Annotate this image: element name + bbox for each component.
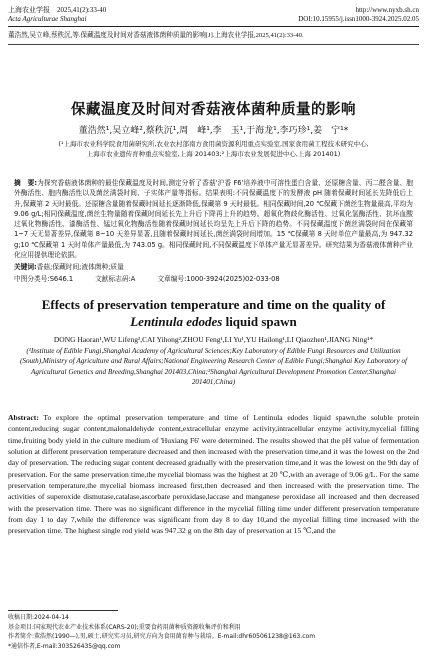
footnote-corresponding: *通信作者,E-mail:303526435@qq.com xyxy=(8,642,121,650)
english-abstract xyxy=(8,412,419,537)
chinese-keywords xyxy=(14,262,413,272)
journal-name-en: Acta Agriculturae Shanghai xyxy=(8,15,87,23)
english-title-line-1: Effects of preservation temperature and time on the quality of xyxy=(41,297,386,312)
footnotes xyxy=(8,613,419,651)
english-title-species: Lentinula edodes xyxy=(130,314,223,329)
journal-website[interactable]: http://www.nyxb.sh.cn xyxy=(355,6,419,14)
article-number: 文章编号:1000-3924(2025)02-033-08 xyxy=(157,275,280,283)
footnote-funding: 基金项目:国家现代农业产业技术体系(CARS-20);重要食药用菌种质资源收集评价和利用 xyxy=(8,623,241,631)
classification-info xyxy=(14,274,413,284)
chinese-affiliation xyxy=(22,140,405,159)
chinese-abstract-label: 摘 要: xyxy=(14,179,38,187)
english-title-tail: liquid spawn xyxy=(225,314,297,329)
doi[interactable]: DOI:10.15955/j.issn1000-3924.2025.02.05 xyxy=(298,15,419,23)
citation-rule xyxy=(8,44,419,45)
footnote-author-bio: 作者简介:董浩然(1990—),男,硕士,研究实习员,研究方向为食用菌育种与栽培。E-mail:dhr605061238@163.com xyxy=(8,633,316,640)
journal-name-cn: 上海农业学报 2025,41(2):33-40 xyxy=(8,6,107,14)
footnote-received: 收稿日期:2024-04-14 xyxy=(8,614,69,621)
citation-line: 董浩然,吴立峰,蔡秩沉,等.保藏温度及时间对香菇液体菌种质量的影响[J].上海农业学报,2025,41(2):33-40. xyxy=(8,32,304,39)
clc-number: 中图分类号:S646.1 xyxy=(14,275,74,283)
chinese-keywords-text: 香菇;保藏时间;液体菌种;质量 xyxy=(36,263,124,271)
chinese-title: 保藏温度及时间对香菇液体菌种质量的影响 xyxy=(71,102,356,118)
footnote-rule xyxy=(8,610,118,611)
english-abstract-text: To explore the optimal preservation temperature and time of Lentinula edodes liquid spawn,the soluble protein content,reducing sugar content,malonaldehyde content,extracellular enzyme activity,intracellular enzyme activity,mycelial filling time,fruiting body yield in the culture medium of 'Huxiang F6' were determined. The results showed that the pH value of fermentation solution at different preservation temperature decreased and then increased with the preservation time,and it was the lowest on the 2nd day of preservation. The reducing sugar content decreased gradually with the preservation time,and it was the lowest on the 9th day of preservation. For the same preservation time,the mycelial biomass was the highest at 20 ℃,with an average of 9.06 g/L. For the same preservation temperature,the mycelial biomass increased first,then decreased and then increased with the preservation time. The activities of superoxide dismutase,catalase,ascorbate peroxidase,laccase and manganese peroxidase all increased and then decreased with the preservation time. There was no significant difference in the mycelial filling time under different preservation temperature from day 1 to day 7,while the difference was significant from day 8 to day 10,and the mycelial filling time increased with the preservation time. The highest single rod yield was 947.32 g on the 8th day of preservation at 15 ℃,and the xyxy=(8,413,419,536)
header-rule xyxy=(8,26,419,27)
document-code: 文献标志码:A xyxy=(95,275,136,283)
english-title xyxy=(0,296,427,330)
chinese-affiliation-line-1: (¹上海市农业科学院食用菌研究所,农业农村部南方食用菌资源利用重点实验室,国家食用菌工程技术研究中心, xyxy=(58,140,369,148)
english-authors: DONG Haoran¹,WU Lifeng²,CAI Yihong²,ZHOU Feng¹,LI Yu¹,YU Hailong¹,LI Qiaozhen¹,JIANG Ning¹* xyxy=(53,335,374,344)
chinese-abstract xyxy=(14,178,413,260)
chinese-authors: 董浩然¹,吴立峰²,蔡秩沉¹,周 峰¹,李 玉¹,于海龙¹,李巧珍¹,姜 宁¹* xyxy=(78,126,349,136)
english-abstract-label: Abstract: xyxy=(8,413,39,422)
chinese-affiliation-line-2: 上海市农业遗传育种重点实验室,上海 201403;²上海市农业发展促进中心,上海 201401) xyxy=(86,149,341,158)
chinese-abstract-text: 为探究香菇液体菌种的最佳保藏温度及时间,测定分析了香菇'沪香 F6'培养液中可溶性蛋白含量、还原糖含量、丙二醛含量、胞外酶活性、胞内酶活性以及菌丝满袋时间、子实体产量等指标。结果表明:不同保藏温度下的发酵液 pH 随着保藏时间延长先降低后上升,保藏第 2 天时最低。还原糖含量随着保藏时间延长逐渐降低,保藏第 9 天时最低。相同保藏时间,20 ℃保藏下菌丝生物量最高,平均为 9.06 g/L;相同保藏温度,菌丝生物量随着保藏时间延长先上升后下降再上升的趋势。超氧化物歧化酶活性、过氧化氢酶活性、抗坏血酸过氧化物酶活性、漆酶活性、锰过氧化物酶活性随着保藏时间延长均呈先上升后下降的趋势。不同保藏温度下菌丝满袋时间在保藏第 1~7 天无显著差异,保藏第 8~10 天差异显著,且随着保藏时间延长,菌丝满袋时间增加。15 ℃保藏第 8 天时单位产量最高,为 947.32 g;10 ℃保藏第 1 天时单体产量最低,为 743.05 g。相同保藏时间,不同保藏温度下单体产量无显著差异。研究结果为香菇液体菌种产业化应用提供理论依据。 xyxy=(14,179,413,260)
english-affiliation: (¹Institute of Edible Fungi,Shanghai Academy of Agricultural Sciences;Key Laboratory of Edible Fungi Resources and Utilization (South),Ministry of Agriculture and Rural Affairs;National Engineering Research Center of Edible Fungi;Shanghai Key Laboratory of Agricultural Genetics and Breeding,Shanghai 201403,China;²Shanghai Agricultural Development Promotion Center,Shanghai 201401,China) xyxy=(19,347,408,386)
chinese-keywords-label: 关键词: xyxy=(14,263,37,271)
